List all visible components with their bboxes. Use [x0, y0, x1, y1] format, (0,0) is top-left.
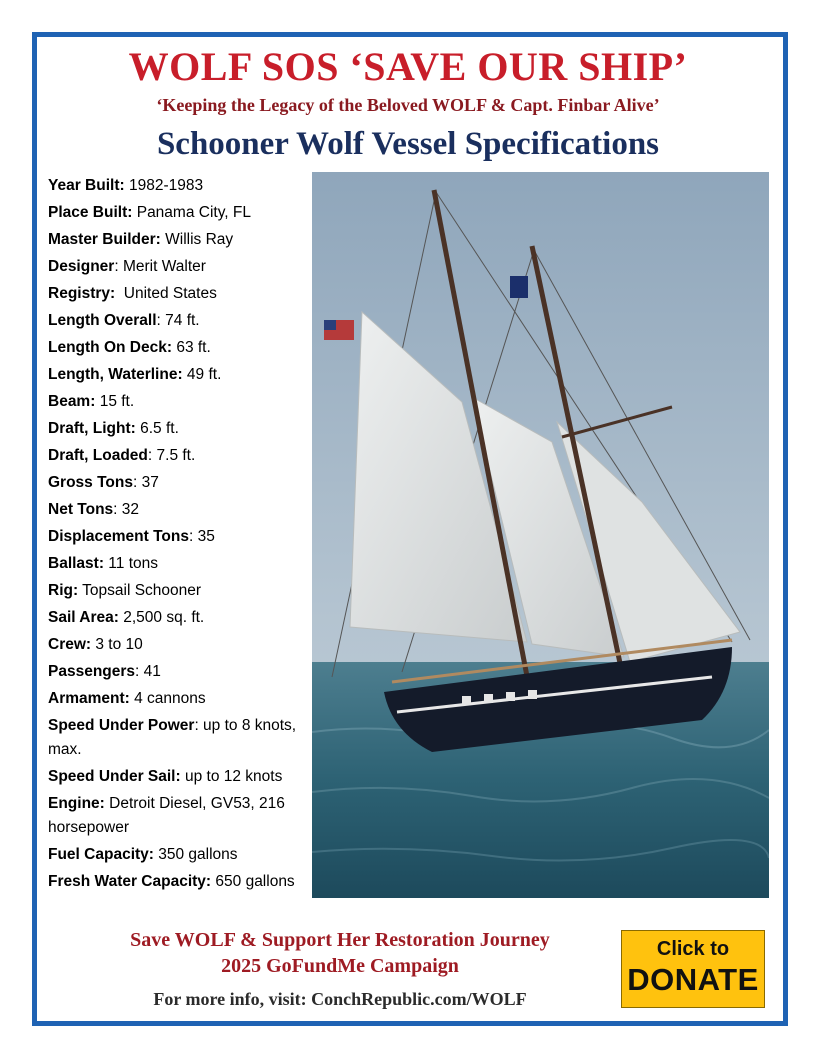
spec-row [48, 552, 310, 579]
spec-value: 63 ft. [172, 339, 211, 356]
spec-value: Panama City, FL [132, 204, 252, 221]
spec-label: Designer [48, 258, 115, 275]
spec-row [48, 417, 310, 444]
spec-value: : 74 ft. [156, 312, 200, 329]
spec-label: Length Overall [48, 312, 157, 329]
spec-label: Fuel Capacity: [48, 846, 154, 863]
spec-row [48, 228, 310, 255]
donate-button[interactable] [621, 930, 765, 1008]
spec-row [48, 282, 310, 309]
spec-value: up to 12 knots [180, 768, 283, 785]
spec-value: 650 gallons [211, 873, 295, 890]
spec-value: : up to 8 knots, max. [48, 717, 297, 758]
spec-row [48, 870, 310, 921]
spec-value: 1982-1983 [124, 177, 204, 194]
spec-row [48, 765, 310, 792]
spec-value: : 7.5 ft. [147, 447, 196, 464]
spec-label: Draft, Loaded [48, 447, 148, 464]
spec-value: 6.5 ft. [135, 420, 179, 437]
spec-label: Passengers [48, 663, 136, 680]
more-info-link[interactable]: For more info, visit: ConchRepublic.com/WOLF [153, 989, 527, 1009]
spec-row [48, 390, 310, 417]
schooner-photo [312, 172, 769, 898]
spec-label: Draft, Light: [48, 420, 136, 437]
specifications-heading: Schooner Wolf Vessel Specifications [156, 126, 660, 162]
spec-label: Place Built: [48, 204, 133, 221]
spec-value: : Merit Walter [114, 258, 206, 275]
spec-value: : 35 [188, 528, 215, 545]
spec-value: 49 ft. [182, 366, 222, 383]
campaign-subheadline: 2025 GoFundMe Campaign [221, 955, 459, 977]
spec-label: Armament: [48, 690, 130, 707]
spec-row [48, 471, 310, 498]
spec-row [48, 633, 310, 660]
spec-label: Displacement Tons [48, 528, 189, 545]
spec-value: : 37 [132, 474, 159, 491]
spec-row [48, 174, 310, 201]
spec-value: 4 cannons [129, 690, 206, 707]
spec-value: : 41 [135, 663, 161, 680]
spec-label: Master Builder: [48, 231, 161, 248]
spec-label: Sail Area: [48, 609, 119, 626]
spec-label: Beam: [48, 393, 96, 410]
spec-row [48, 525, 310, 552]
spec-row [48, 843, 310, 870]
spec-row [48, 606, 310, 633]
spec-row [48, 444, 310, 471]
spec-value: 3 to 10 [91, 636, 143, 653]
spec-row [48, 714, 310, 765]
specifications-list [48, 174, 310, 921]
spec-label: Year Built: [48, 177, 125, 194]
spec-value: Detroit Diesel, GV53, 216 horsepower [48, 795, 285, 836]
spec-value: 11 tons [104, 555, 159, 572]
spec-label: Registry: [48, 285, 116, 302]
spec-label: Crew: [48, 636, 92, 653]
spec-row [48, 660, 310, 687]
donate-button-line2: DONATE [627, 962, 759, 997]
campaign-headline: Save WOLF & Support Her Restoration Journey [130, 929, 550, 951]
spec-label: Speed Under Power [48, 717, 195, 734]
spec-label: Net Tons [48, 501, 114, 518]
spec-value: Willis Ray [160, 231, 234, 248]
spec-row [48, 309, 310, 336]
donate-button-line1: Click to [656, 938, 730, 960]
spec-label: Length, Waterline: [48, 366, 183, 383]
page-title: WOLF SOS ‘SAVE OUR SHIP’ [128, 44, 688, 89]
spec-label: Gross Tons [48, 474, 133, 491]
spec-row [48, 336, 310, 363]
spec-value: United States [115, 285, 217, 302]
spec-value: 2,500 sq. ft. [118, 609, 205, 626]
spec-row [48, 201, 310, 228]
page-subtitle: ‘Keeping the Legacy of the Beloved WOLF & Capt. Finbar Alive’ [156, 95, 660, 115]
spec-label: Engine: [48, 795, 105, 812]
spec-value: 15 ft. [95, 393, 135, 410]
spec-label: Ballast: [48, 555, 104, 572]
spec-row [48, 255, 310, 282]
spec-row [48, 498, 310, 525]
spec-value: Topsail Schooner [78, 582, 202, 599]
spec-label: Speed Under Sail: [48, 768, 181, 785]
spec-row [48, 363, 310, 390]
spec-value: 350 gallons [153, 846, 238, 863]
spec-label: Length On Deck: [48, 339, 173, 356]
spec-label: Rig: [48, 582, 79, 599]
spec-row [48, 687, 310, 714]
spec-row [48, 579, 310, 606]
spec-row [48, 792, 310, 843]
spec-value: : 32 [113, 501, 140, 518]
spec-label: Fresh Water Capacity: [48, 873, 212, 890]
